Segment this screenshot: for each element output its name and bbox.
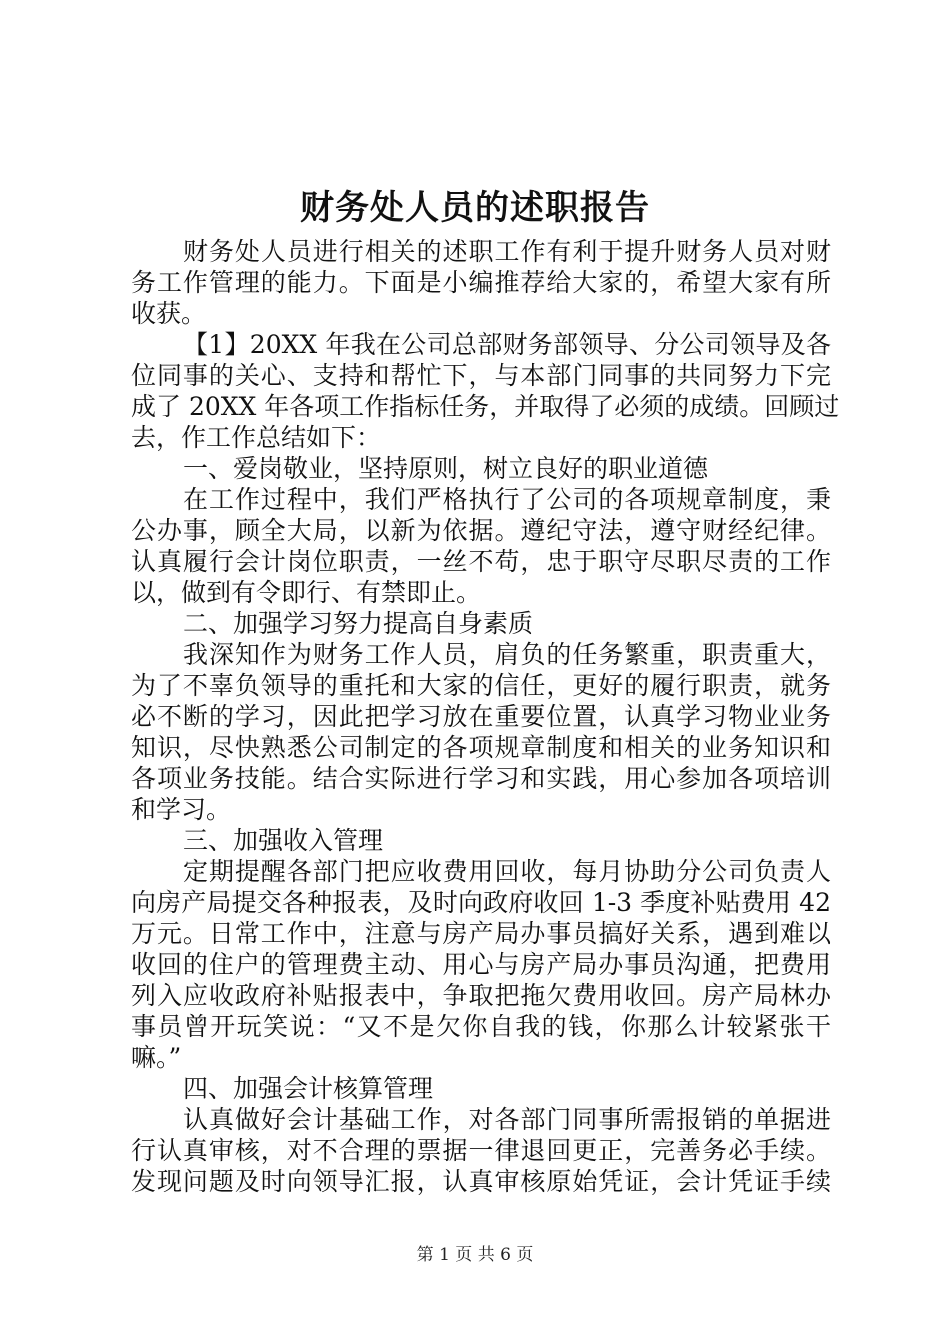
text-line: 【1】20XX 年我在公司总部财务部领导、分公司领导及各 (183, 330, 831, 359)
text-line: 事员曾开玩笑说：“又不是欠你自我的钱，你那么计较紧张干 (131, 1012, 831, 1041)
text-line: 四、加强会计核算管理 (183, 1074, 434, 1103)
text-line: 收获。 (131, 299, 207, 328)
text-line: 一、爱岗敬业，坚持原则，树立良好的职业道德 (183, 454, 709, 483)
text-line: 位同事的关心、支持和帮忙下，与本部门同事的共同努力下完 (131, 361, 831, 390)
text-line: 列入应收政府补贴报表中，争取把拖欠费用收回。房产局林办 (131, 981, 831, 1010)
text-line: 知识，尽快熟悉公司制定的各项规章制度和相关的业务知识和 (131, 733, 831, 762)
document-title: 财务处人员的述职报告 (300, 188, 650, 228)
text-line: 向房产局提交各种报表，及时向政府收回 1-3 季度补贴费用 42 (131, 888, 831, 917)
text-line: 三、加强收入管理 (183, 826, 384, 855)
text-line: 认真做好会计基础工作，对各部门同事所需报销的单据进 (183, 1105, 831, 1134)
text-line: 去，作工作总结如下： (131, 423, 382, 452)
text-line: 嘛。” (131, 1043, 182, 1072)
text-line: 认真履行会计岗位职责，一丝不苟，忠于职守尽职尽责的工作 (131, 547, 831, 576)
document-body (131, 236, 840, 1197)
text-line: 各项业务技能。结合实际进行学习和实践，用心参加各项培训 (131, 764, 831, 793)
page-footer: 第 1 页 共 6 页 (416, 1245, 534, 1265)
text-line: 收回的住户的管理费主动、用心与房产局办事员沟通，把费用 (131, 950, 831, 979)
text-line: 定期提醒各部门把应收费用回收，每月协助分公司负责人 (183, 857, 831, 886)
text-line: 和学习。 (131, 795, 232, 824)
text-line: 务工作管理的能力。下面是小编推荐给大家的，希望大家有所 (131, 268, 831, 297)
text-line: 发现问题及时向领导汇报，认真审核原始凭证，会计凭证手续 (131, 1167, 831, 1196)
text-line: 为了不辜负领导的重托和大家的信任，更好的履行职责，就务 (131, 671, 831, 700)
text-line: 我深知作为财务工作人员，肩负的任务繁重，职责重大， (183, 640, 831, 669)
text-line: 行认真审核，对不合理的票据一律退回更正，完善务必手续。 (131, 1136, 831, 1165)
text-line: 财务处人员进行相关的述职工作有利于提升财务人员对财 (183, 237, 831, 266)
text-line: 在工作过程中，我们严格执行了公司的各项规章制度，秉 (183, 485, 831, 514)
text-line: 以，做到有令即行、有禁即止。 (131, 578, 482, 607)
text-line: 二、加强学习努力提高自身素质 (183, 609, 534, 638)
text-line: 万元。日常工作中，注意与房产局办事员搞好关系，遇到难以 (131, 919, 831, 948)
text-line: 必不断的学习，因此把学习放在重要位置，认真学习物业业务 (131, 702, 831, 731)
text-line: 成了 20XX 年各项工作指标任务，并取得了必须的成绩。回顾过 (131, 392, 840, 421)
text-line: 公办事，顾全大局，以新为依据。遵纪守法，遵守财经纪律。 (131, 516, 831, 545)
